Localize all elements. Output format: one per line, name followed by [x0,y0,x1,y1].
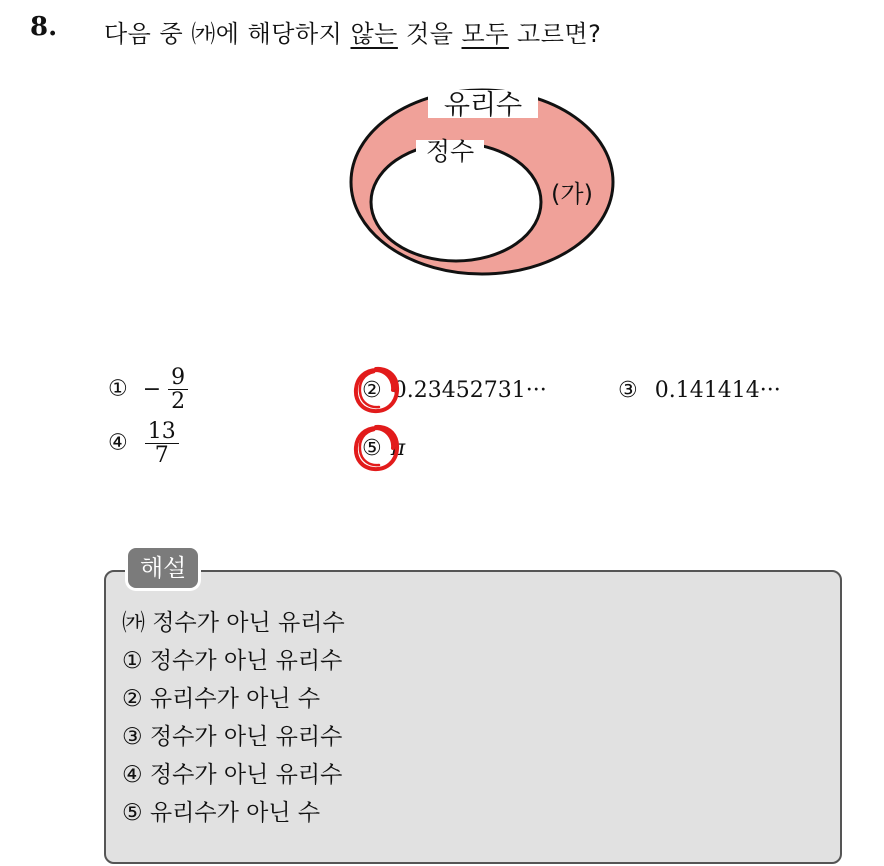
outer-label: 유리수 [443,90,523,121]
explanation-tag: 해설 [128,548,198,588]
explanation-line: ㈎ 정수가 아닌 유리수 [122,610,345,636]
choice-value: 0.141414··· [654,378,781,403]
choice-value: 0.23452731··· [392,378,547,403]
question-text [104,14,601,49]
region-label: (가) [551,180,593,208]
question-text-part: 고르면? [508,20,602,48]
explanation-line: ⑤ 유리수가 아닌 수 [122,800,321,826]
choice-mark: ② [362,378,382,403]
explanation-line: ② 유리수가 아닌 수 [122,686,321,712]
question-number: 8. [30,12,58,42]
choice-sign: − [142,376,162,402]
explanation-lines [122,604,345,832]
fraction-numerator: 13 [147,419,176,444]
question-underline-modu: 모두 [461,20,509,48]
inner-label: 정수 [425,137,475,166]
fraction-numerator: 9 [171,365,186,390]
explanation-line: ④ 정수가 아닌 유리수 [122,762,343,788]
venn-diagram [340,86,630,286]
choice-4 [108,420,179,467]
question-text-part: 다음 중 ㈎에 해당하지 [104,20,351,48]
choice-mark: ③ [618,378,638,403]
answer-circle-5 [350,422,402,474]
fraction [145,420,179,467]
fraction-denominator: 7 [145,443,179,467]
choice-1 [108,366,188,413]
question-underline-anneun: 않는 [350,20,398,48]
fraction-denominator: 2 [168,389,188,413]
answer-circle-2 [350,364,402,416]
fraction [168,366,188,413]
explanation-line: ① 정수가 아닌 유리수 [122,648,343,674]
choice-mark: ⑤ [362,436,382,461]
question-text-part: 것을 [397,20,462,48]
choice-3 [618,378,781,403]
choice-mark: ④ [108,430,128,456]
explanation-line: ③ 정수가 아닌 유리수 [122,724,343,750]
choice-mark: ① [108,376,128,402]
choice-value: π [390,436,406,461]
